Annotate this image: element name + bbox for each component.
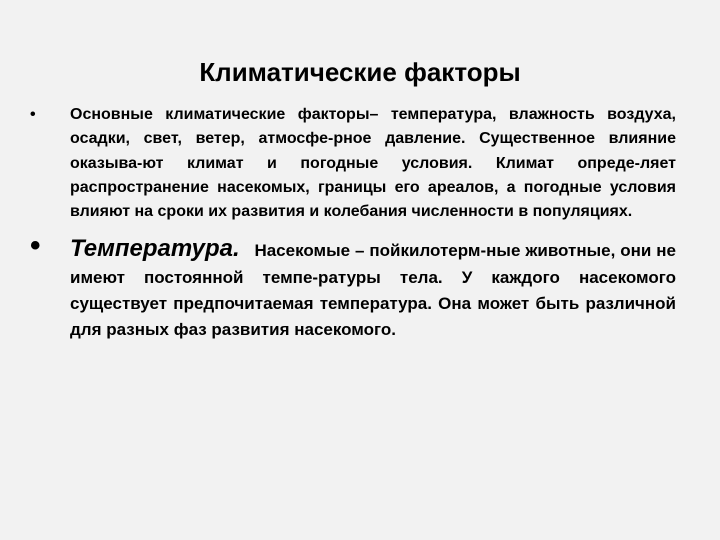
bullet-list [30, 103, 676, 343]
bullet-text-temperature: Насекомые – пойкилотерм-ные животные, они не имеют постоянной темпе-ратуры тела. У каждого насекомого существует предпочитаемая температура. Она может быть различной для разных фаз развития насекомого. [70, 241, 676, 340]
bullet-lead-temperature: Температура. [70, 235, 240, 263]
bullet-marker: • [30, 106, 36, 123]
bullet-item-temperature [30, 229, 676, 343]
bullet-marker: • [30, 229, 41, 263]
slide-title: Климатические факторы [199, 57, 521, 87]
bullet-item-climate-factors [30, 103, 676, 224]
bullet-text-climate-factors: Основные климатические факторы– температура, влажность воздуха, осадки, свет, ветер, атмосфе-рное давление. Существенное влияние оказыва-ют климат и погодные условия. Климат опреде-ляет распространение насекомых, границы его ареалов, а погодные условия влияют на сроки их развития и колебания численности в популяциях. [70, 106, 676, 221]
